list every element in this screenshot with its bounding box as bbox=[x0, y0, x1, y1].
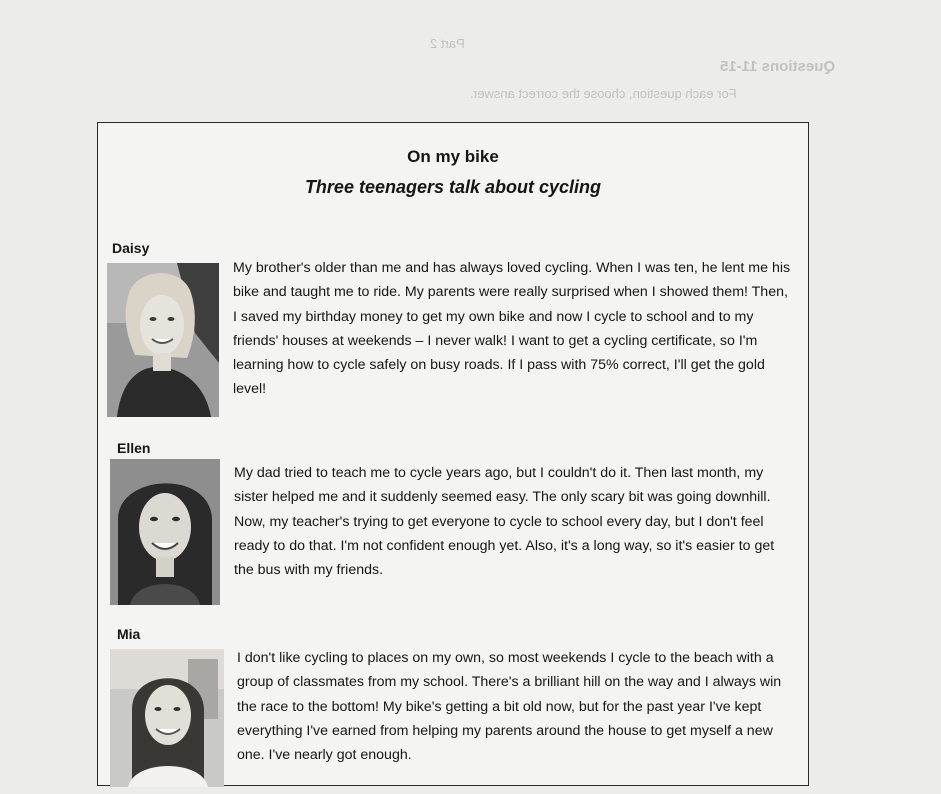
article-subtitle: Three teenagers talk about cycling bbox=[304, 177, 602, 197]
ellen-photo-icon bbox=[110, 459, 220, 605]
article-panel bbox=[97, 122, 809, 786]
reverse-page-question-ref: Questions 11-15 bbox=[720, 58, 836, 75]
reverse-page-instruction: For each question, choose the correct answer. bbox=[470, 86, 737, 101]
person-name-daisy: Daisy bbox=[112, 240, 150, 256]
person-text-mia: I don't like cycling to places on my own, so most weekends I cycle to the beach with a group of classmates from my school. There's a brilliant hill on the way and I always win the race to the bottom! My bike's getting a bit old now, but for the past year I've kept everything I've earned from helping my parents around the house to get myself a new one. I've nearly got enough. bbox=[237, 650, 782, 764]
person-text-daisy: My brother's older than me and has always loved cycling. When I was ten, he lent me his bike and taught me to ride. My parents were really surprised when I showed them! Then, I saved my birthday money to get my own bike and now I cycle to school and to my friends' houses at weekends – I never walk! I want to get a cycling certificate, so I'm learning how to cycle safely on busy roads. If I pass with 75% correct, I'll get the gold level! bbox=[233, 260, 791, 398]
person-text-ellen: My dad tried to teach me to cycle years ago, but I couldn't do it. Then last month, my sister helped me and it suddenly seemed easy. The only scary bit was going downhill. Now, my teacher's trying to get everyone to cycle to school every day, but I don't feel ready to do that. I'm not confident enough yet. Also, it's a long way, so it's easier to get the bus with my friends. bbox=[234, 465, 775, 579]
person-name-ellen: Ellen bbox=[117, 440, 151, 456]
daisy-photo-icon bbox=[107, 263, 219, 417]
reverse-page-heading: Part 2 bbox=[430, 36, 465, 51]
mia-photo-icon bbox=[110, 649, 224, 787]
person-name-mia: Mia bbox=[117, 626, 141, 642]
article-title: On my bike bbox=[407, 147, 499, 166]
